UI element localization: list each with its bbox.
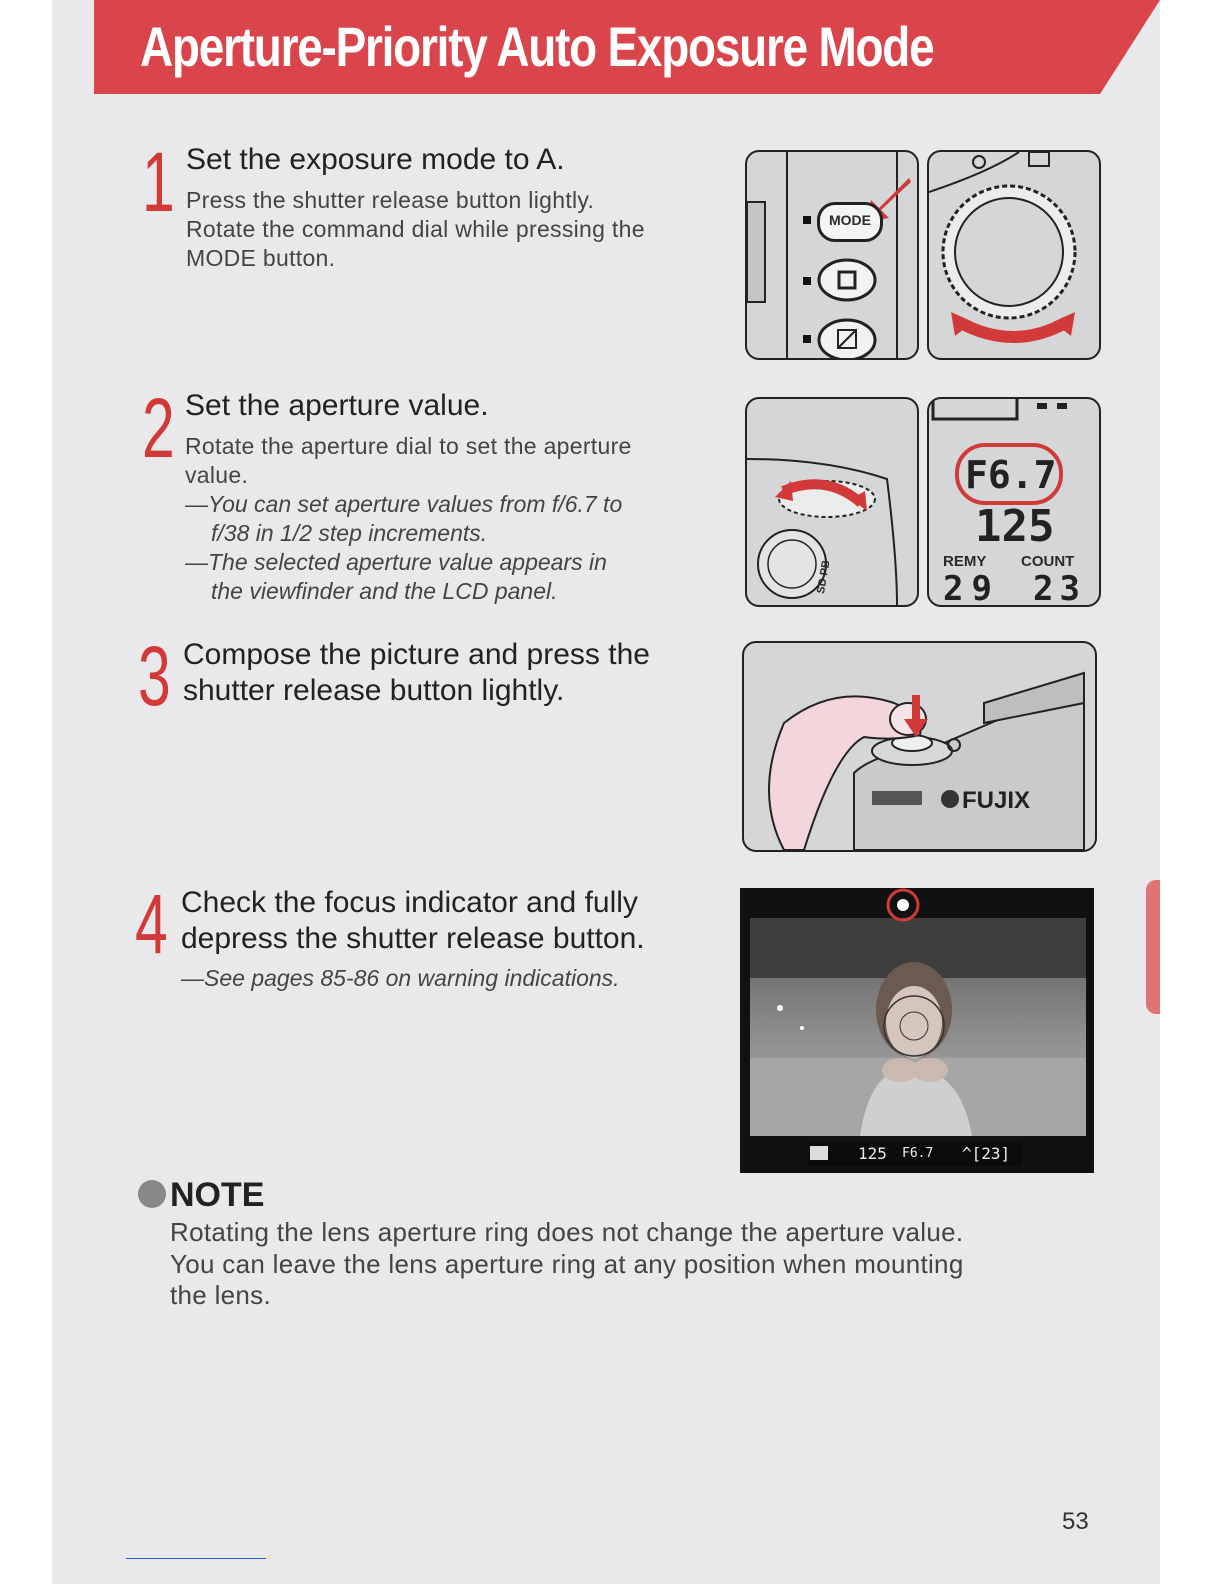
step-2-note-line-1: —You can set aperture values from f/6.7 to [185,491,623,517]
step-4-heading-line-1: Check the focus indicator and fully [181,886,638,919]
lcd-panel-illustration [927,397,1101,607]
lcd-count-value: 23 [1033,569,1086,607]
lcd-shutter-value: 125 [975,501,1055,552]
step-1-body-line-1: Press the shutter release button lightly. [186,187,595,213]
shutter-press-illustration [742,641,1097,852]
command-dial-illustration [927,150,1101,360]
step-2-body-line-1: Rotate the aperture dial to set the aperture [185,433,632,459]
viewfinder-aperture-value: F6.7 [902,1146,934,1161]
step-4-heading-line-2: depress the shutter release button. [181,922,645,955]
lcd-remy-label: REMY [943,553,987,570]
metering-icon [810,1146,828,1160]
note-heading-text: NOTE [170,1176,265,1214]
step-2-note-line-4: the viewfinder and the LCD panel. [211,578,558,604]
lcd-remy-value: 29 [943,569,1000,607]
dial-mode-label: SD PB [814,559,833,595]
bullet-icon [138,1180,166,1208]
step-1-body-line-2: Rotate the command dial while pressing the [186,216,645,242]
page-number: 53 [1062,1508,1089,1535]
mode-button: MODE [817,202,883,242]
portrait-photo-drawing [750,918,1086,1136]
step-3-heading-line-2: shutter release button lightly. [183,674,565,707]
step-3-heading-line-1: Compose the picture and press the [183,638,650,671]
viewfinder-illustration [740,888,1094,1173]
mode-button-illustration [745,150,919,360]
step-1-number: 1 [142,135,175,229]
step-1-body-line-3: MODE button. [186,245,336,271]
viewfinder-readout-bar [808,1142,1022,1166]
brand-logo: FUJIX [962,787,1031,814]
lcd-aperture-value: F6.7 [965,453,1057,497]
focus-indicator [740,888,1094,928]
step-4-number: 4 [135,877,168,971]
step-2-number: 2 [142,381,175,475]
viewfinder-count-value: ^[23] [962,1144,1011,1163]
command-dial-drawing [929,152,1099,358]
step-3-number: 3 [138,629,171,723]
step-2-body-line-2: value. [185,462,249,488]
note-line-1: Rotating the lens aperture ring does not change the aperture value. [170,1217,964,1247]
step-2-heading: Set the aperture value. [185,389,489,422]
footer-link-underline [126,1558,266,1559]
step-2-note-line-2: f/38 in 1/2 step increments. [211,520,488,546]
note-line-2: You can leave the lens aperture ring at any position when mounting [170,1249,964,1279]
note-heading [138,1176,264,1215]
step-2-note-line-3: —The selected aperture value appears in [185,549,607,575]
lcd-count-label: COUNT [1021,553,1075,570]
finger-pressing-shutter-drawing [744,643,1095,850]
viewfinder-photo [750,918,1086,1136]
aperture-dial-drawing [747,399,917,605]
camera-side-drawing [747,152,917,358]
page-title: Aperture-Priority Auto Exposure Mode [140,15,934,78]
aperture-dial-illustration [745,397,919,607]
note-line-3: the lens. [170,1280,271,1310]
step-1-heading: Set the exposure mode to A. [186,143,565,176]
viewfinder-shutter-value: 125 [858,1144,887,1163]
section-tab [1146,880,1160,1014]
title-banner [94,0,1160,94]
step-4-note-line-1: —See pages 85-86 on warning indications. [181,965,620,991]
